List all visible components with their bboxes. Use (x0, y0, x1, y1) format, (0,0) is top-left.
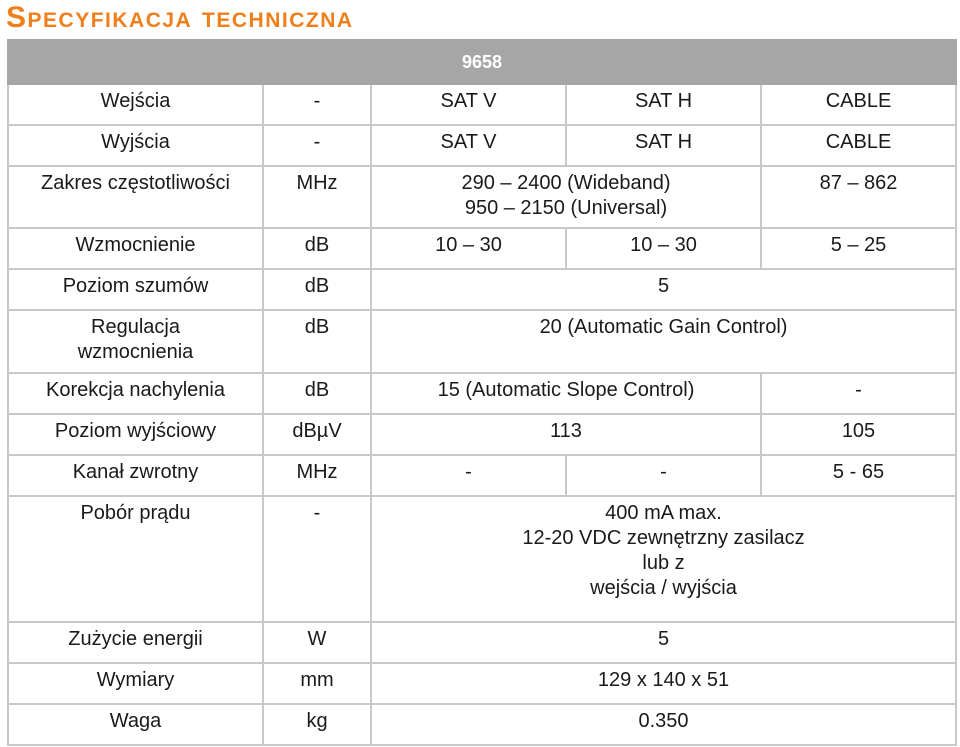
label-line: Regulacja (91, 316, 180, 338)
cell-value-cable: 87 – 862 (761, 166, 956, 228)
row-unit: MHz (263, 166, 371, 228)
cell-value: CABLE (761, 125, 956, 166)
model-number: 9658 (8, 40, 956, 84)
row-unit: kg (263, 704, 371, 745)
spec-table (7, 39, 957, 746)
cell-value-cable: - (761, 373, 956, 414)
table-row (8, 496, 956, 622)
page-title-initial: S (6, 1, 28, 34)
cell-value: 5 (371, 269, 956, 310)
cell-value: CABLE (761, 84, 956, 125)
row-unit: W (263, 622, 371, 663)
table-row (8, 125, 956, 166)
table-row (8, 663, 956, 704)
row-unit: dB (263, 269, 371, 310)
row-label: Wejścia (8, 84, 263, 125)
cell-value: SAT H (566, 125, 761, 166)
row-unit: dBµV (263, 414, 371, 455)
table-row (8, 228, 956, 269)
row-label: Korekcja nachylenia (8, 373, 263, 414)
cell-value: 129 x 140 x 51 (371, 663, 956, 704)
cell-line: wejścia / wyjścia (590, 577, 737, 599)
row-label (8, 310, 263, 373)
label-line: wzmocnienia (77, 341, 194, 363)
page-title (6, 0, 354, 36)
row-unit: - (263, 496, 371, 622)
row-unit: dB (263, 310, 371, 373)
page-title-rest: pecyfikacja techniczna (27, 1, 354, 34)
row-label: Pobór prądu (8, 496, 263, 622)
row-unit: - (263, 125, 371, 166)
table-row (8, 414, 956, 455)
table-row (8, 269, 956, 310)
table-row (8, 622, 956, 663)
cell-value: SAT V (371, 125, 566, 166)
cell-value: 5 (371, 622, 956, 663)
cell-value: 20 (Automatic Gain Control) (371, 310, 956, 373)
cell-value-sat: 15 (Automatic Slope Control) (371, 373, 761, 414)
row-label: Zakres częstotliwości (8, 166, 263, 228)
row-label: Waga (8, 704, 263, 745)
cell-line: lub z (642, 552, 685, 574)
row-unit: dB (263, 228, 371, 269)
cell-line: 12-20 VDC zewnętrzny zasilacz (522, 527, 805, 549)
row-unit: dB (263, 373, 371, 414)
row-unit: - (263, 84, 371, 125)
cell-value: 0.350 (371, 704, 956, 745)
row-label: Wzmocnienie (8, 228, 263, 269)
model-header-row (8, 40, 956, 84)
row-label: Wyjścia (8, 125, 263, 166)
cell-value: 5 - 65 (761, 455, 956, 496)
row-unit: mm (263, 663, 371, 704)
row-label: Poziom szumów (8, 269, 263, 310)
cell-value: 10 – 30 (371, 228, 566, 269)
cell-line: 290 – 2400 (Wideband) (461, 172, 671, 194)
cell-line: 950 – 2150 (Universal) (464, 197, 668, 219)
row-label: Zużycie energii (8, 622, 263, 663)
cell-line: 400 mA max. (605, 502, 722, 524)
cell-value-sat (371, 166, 761, 228)
cell-value: 10 – 30 (566, 228, 761, 269)
cell-value: - (371, 455, 566, 496)
table-row (8, 310, 956, 373)
row-label: Wymiary (8, 663, 263, 704)
cell-value (371, 496, 956, 622)
table-row (8, 455, 956, 496)
table-row (8, 84, 956, 125)
cell-value: SAT V (371, 84, 566, 125)
cell-value-cable: 105 (761, 414, 956, 455)
cell-value: - (566, 455, 761, 496)
row-unit: MHz (263, 455, 371, 496)
row-label: Kanał zwrotny (8, 455, 263, 496)
cell-value: 5 – 25 (761, 228, 956, 269)
table-row (8, 704, 956, 745)
cell-value-sat: 113 (371, 414, 761, 455)
table-row (8, 166, 956, 228)
table-row (8, 373, 956, 414)
row-label: Poziom wyjściowy (8, 414, 263, 455)
cell-value: SAT H (566, 84, 761, 125)
